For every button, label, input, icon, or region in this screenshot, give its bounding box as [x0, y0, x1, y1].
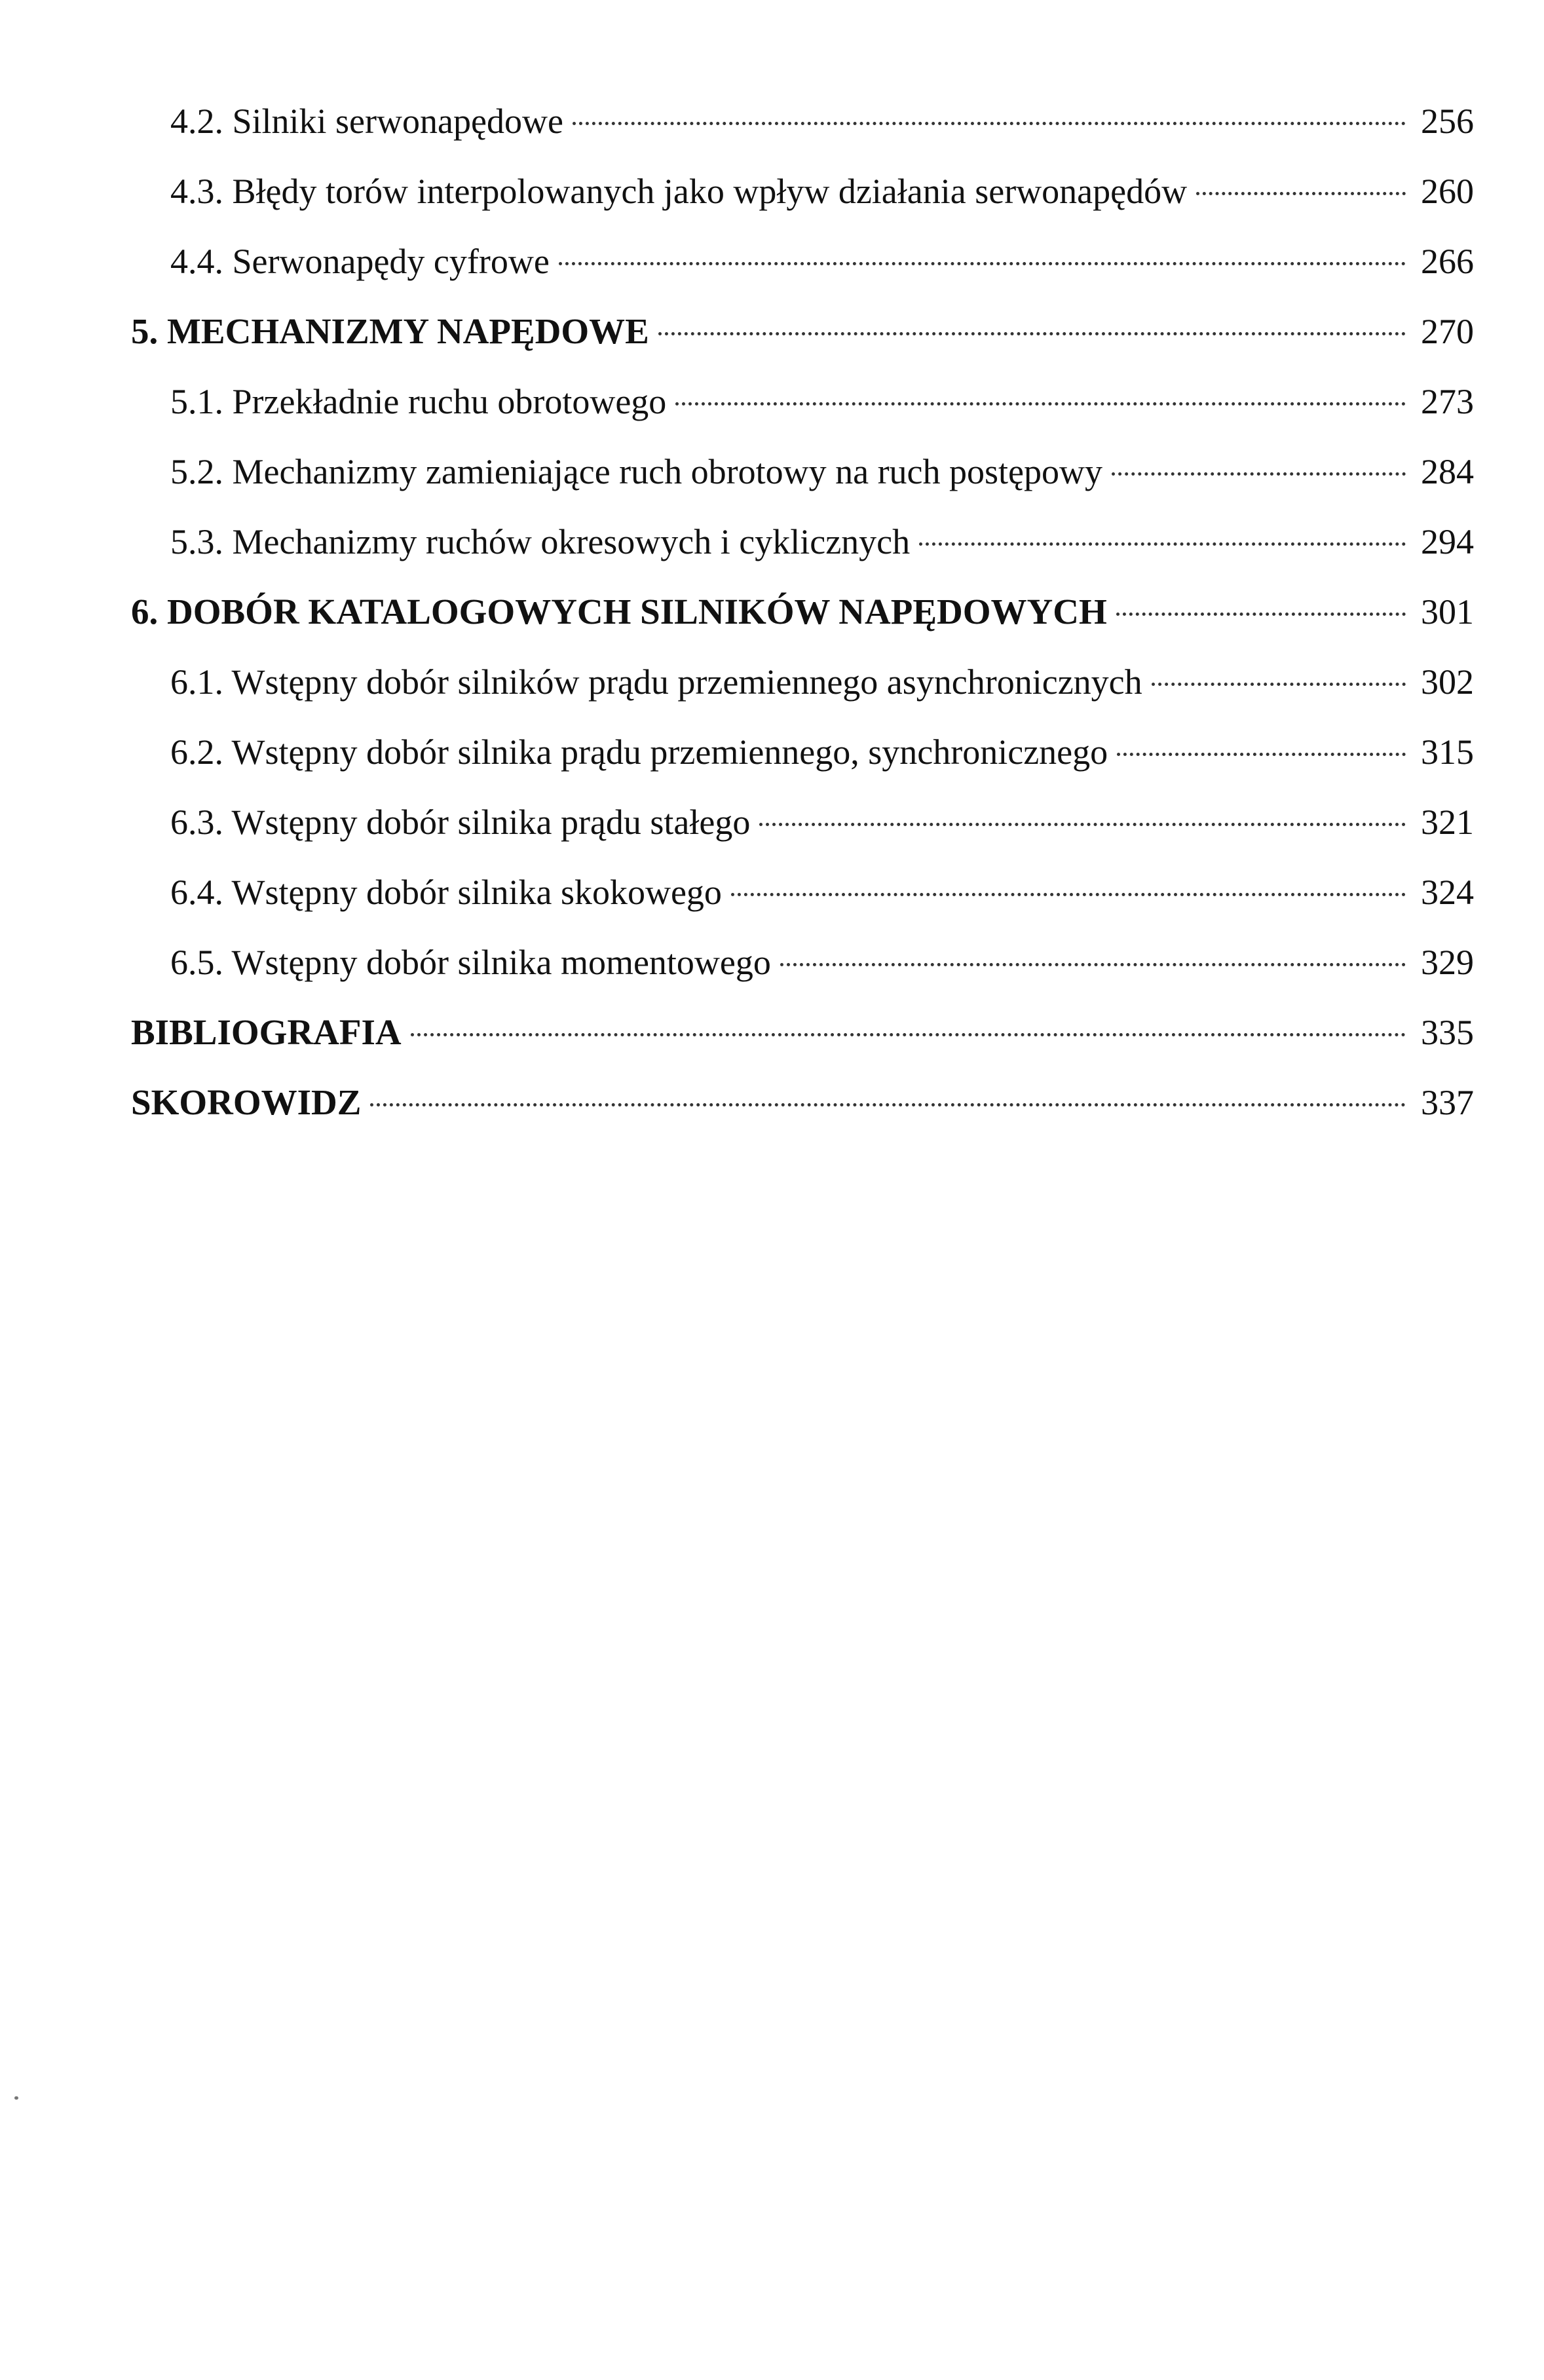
toc-entry-page: 335 — [1421, 1013, 1474, 1052]
toc-entry-5-3 — [131, 519, 1474, 589]
toc-bibliography — [131, 1010, 1474, 1080]
toc-entry-6-1 — [131, 659, 1474, 729]
toc-leader-dots — [559, 262, 1406, 265]
toc-entry-title: 4.4. Serwonapędy cyfrowe — [170, 242, 550, 281]
toc-entry-4-2 — [131, 98, 1474, 168]
toc-entry-page: 329 — [1421, 943, 1474, 982]
toc-entry-title: 5.2. Mechanizmy zamieniające ruch obrotowy na ruch postępowy — [170, 452, 1103, 491]
toc-leader-dots — [731, 893, 1406, 896]
toc-entry-title: 6.2. Wstępny dobór silnika prądu przemiennego, synchronicznego — [170, 732, 1108, 772]
toc-leader-dots — [780, 963, 1406, 966]
toc-entry-page: 294 — [1421, 522, 1474, 561]
toc-entry-page: 270 — [1421, 312, 1474, 351]
toc-entry-page: 284 — [1421, 452, 1474, 491]
toc-entry-title: 5.1. Przekładnie ruchu obrotowego — [170, 382, 667, 421]
toc-entry-title: 4.2. Silniki serwonapędowe — [170, 102, 563, 141]
toc-index — [131, 1080, 1474, 1150]
toc-entry-4-4 — [131, 238, 1474, 309]
toc-leader-dots — [919, 542, 1406, 546]
toc-entry-page: 337 — [1421, 1083, 1474, 1122]
toc-entry-6-5 — [131, 939, 1474, 1010]
toc-entry-title: 6.1. Wstępny dobór silników prądu przemiennego asynchronicznych — [170, 662, 1142, 702]
toc-entry-4-3 — [131, 168, 1474, 238]
toc-entry-6-2 — [131, 729, 1474, 799]
toc-entry-page: 266 — [1421, 242, 1474, 281]
toc-entry-page: 321 — [1421, 803, 1474, 842]
toc-chapter-6 — [131, 589, 1474, 659]
toc-entry-title: 6.4. Wstępny dobór silnika skokowego — [170, 873, 722, 912]
toc-entry-title: 6.3. Wstępny dobór silnika prądu stałego — [170, 803, 751, 842]
table-of-contents — [131, 98, 1474, 1150]
toc-entry-page: 260 — [1421, 172, 1474, 211]
toc-entry-5-2 — [131, 449, 1474, 519]
toc-entry-title: 4.3. Błędy torów interpolowanych jako wpływ działania serwonapędów — [170, 172, 1188, 211]
toc-leader-dots — [1152, 683, 1406, 686]
toc-entry-page: 256 — [1421, 102, 1474, 141]
toc-chapter-title: 5. MECHANIZMY NAPĘDOWE — [131, 311, 649, 351]
toc-chapter-title: BIBLIOGRAFIA — [131, 1012, 402, 1052]
toc-leader-dots — [573, 122, 1406, 125]
toc-leader-dots — [1112, 472, 1406, 476]
toc-entry-page: 302 — [1421, 662, 1474, 702]
toc-chapter-5 — [131, 309, 1474, 379]
toc-leader-dots — [759, 823, 1406, 826]
toc-entry-page: 301 — [1421, 592, 1474, 632]
toc-leader-dots — [1196, 192, 1406, 195]
toc-chapter-title: 6. DOBÓR KATALOGOWYCH SILNIKÓW NAPĘDOWYCH — [131, 592, 1107, 632]
toc-entry-page: 315 — [1421, 732, 1474, 772]
scan-speck — [14, 2096, 18, 2100]
toc-entry-6-4 — [131, 869, 1474, 939]
toc-leader-dots — [411, 1033, 1406, 1036]
toc-chapter-title: SKOROWIDZ — [131, 1082, 362, 1122]
toc-entry-5-1 — [131, 379, 1474, 449]
toc-leader-dots — [1116, 613, 1406, 616]
toc-entry-page: 324 — [1421, 873, 1474, 912]
toc-entry-title: 6.5. Wstępny dobór silnika momentowego — [170, 943, 771, 982]
toc-leader-dots — [1117, 753, 1406, 756]
toc-leader-dots — [675, 402, 1406, 406]
toc-entry-page: 273 — [1421, 382, 1474, 421]
toc-entry-title: 5.3. Mechanizmy ruchów okresowych i cyklicznych — [170, 522, 911, 561]
toc-leader-dots — [370, 1103, 1406, 1106]
toc-entry-6-3 — [131, 799, 1474, 869]
toc-leader-dots — [658, 332, 1406, 335]
